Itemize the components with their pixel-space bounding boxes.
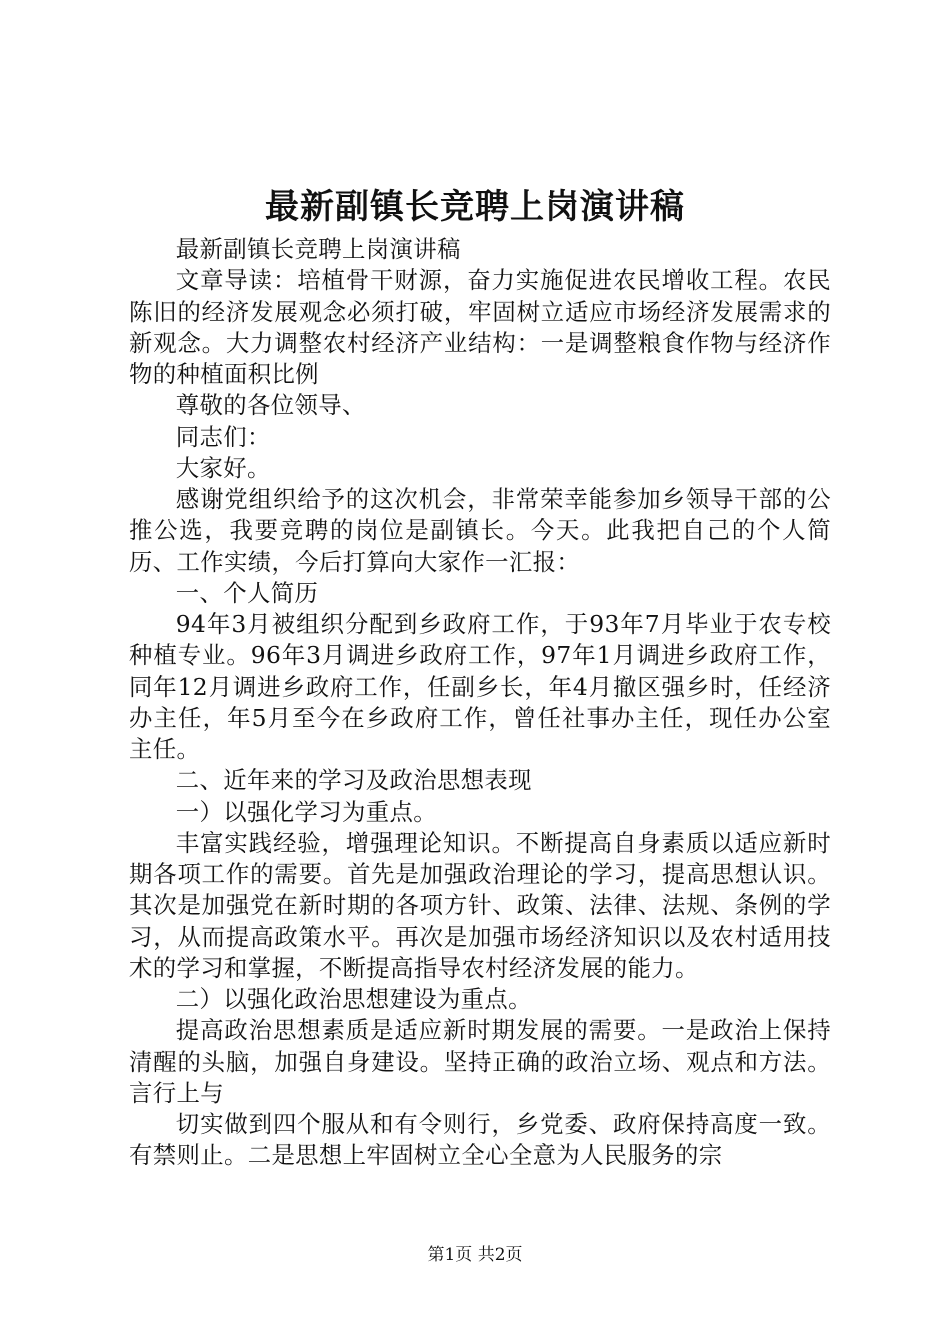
paragraph-intro: 文章导读：培植骨干财源，奋力实施促进农民增收工程。农民陈旧的经济发展观念必须打破，牢固树立适应市场经济发展需求的新观念。大力调整农村经济产业结构：一是调整粮食作物与经济作物的种植面积比例 (129, 266, 831, 388)
paragraph-study: 丰富实践经验，增强理论知识。不断提高自身素质以适应新时期各项工作的需要。首先是加强政治理论的学习，提高思想认识。其次是加强党在新时期的各项方针、政策、法律、法规、条例的学习，从而提高政策水平。再次是加强市场经济知识以及农村适用技术的学习和掌握，不断提高指导农村经济发展的能力。 (129, 828, 831, 982)
paragraph-politics: 提高政治思想素质是适应新时期发展的需要。一是政治上保持清醒的头脑，加强自身建设。坚持正确的政治立场、观点和方法。言行上与 (129, 1016, 831, 1107)
document-body (129, 234, 831, 1172)
paragraph-resume: 94年3月被组织分配到乡政府工作，于93年7月毕业于农专校种植专业。96年3月调进乡政府工作，97年1月调进乡政府工作，同年12月调进乡政府工作，任副乡长，年4月撤区强乡时，任经济办主任，年5月至今在乡政府工作，曾任社事办主任，现任办公室主任。 (129, 610, 831, 763)
paragraph-salutation: 尊敬的各位领导、 (175, 391, 366, 420)
section-heading-study: 二、近年来的学习及政治思想表现 (175, 766, 532, 795)
section-heading-resume: 一、个人简历 (175, 578, 319, 607)
paragraph-thanks: 感谢党组织给予的这次机会，非常荣幸能参加乡领导干部的公推公选，我要竞聘的岗位是副镇长。今天。此我把自己的个人简历、工作实绩，今后打算向大家作一汇报： (129, 485, 831, 576)
document-title: 最新副镇长竞聘上岗演讲稿 (265, 187, 685, 227)
paragraph-greeting: 大家好。 (175, 453, 271, 482)
paragraph-comrades: 同志们： (175, 422, 271, 451)
subsection-heading-politics: 二）以强化政治思想建设为重点。 (175, 985, 532, 1013)
paragraph-continuation: 切实做到四个服从和有令则行，乡党委、政府保持高度一致。有禁则止。二是思想上牢固树立全心全意为人民服务的宗 (129, 1110, 831, 1170)
paragraph-subtitle: 最新副镇长竞聘上岗演讲稿 (175, 235, 461, 263)
subsection-heading-study: 一）以强化学习为重点。 (175, 797, 437, 826)
page-number-footer: 第1页 共2页 (427, 1245, 523, 1265)
